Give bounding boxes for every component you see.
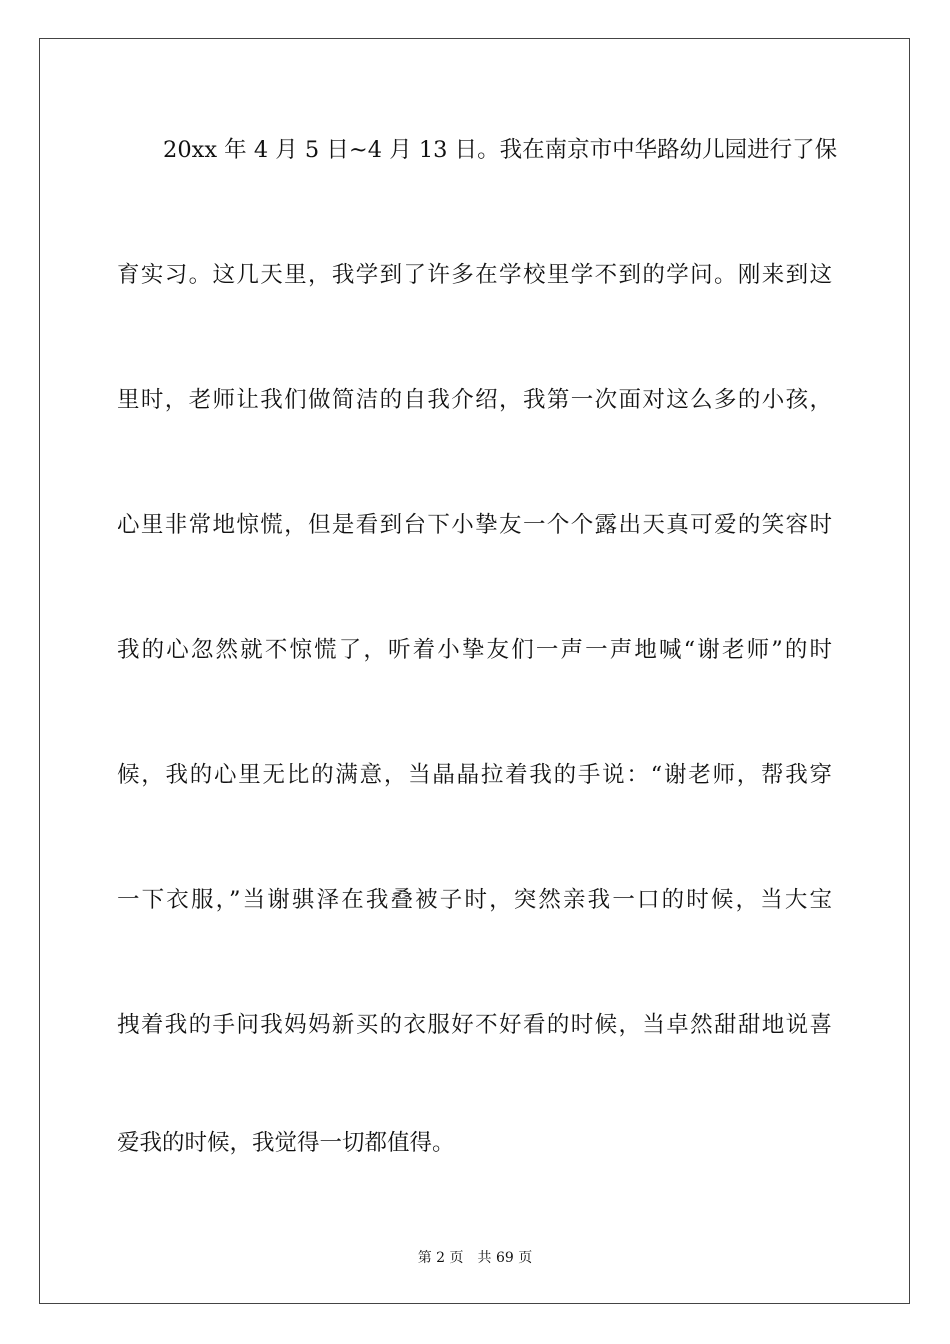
body-line-5: 我的心忽然就不惊慌了，听着小挚友们一声一声地喊“谢老师”的时 [117,637,832,663]
body-line-9: 爱我的时候，我觉得一切都值得。 [117,1130,455,1156]
page-number: 第 2 页 [417,1250,464,1266]
body-line-2: 育实习。这几天里，我学到了许多在学校里学不到的学问。刚来到这 [117,262,832,288]
page-frame [39,38,910,1304]
body-line-8: 拽着我的手问我妈妈新买的衣服好不好看的时候，当卓然甜甜地说喜 [117,1012,832,1038]
body-line-1: 20xx 年 4 月 5 日~4 月 13 日。我在南京市中华路幼儿园进行了保 [163,137,838,163]
body-line-6: 候，我的心里无比的满意，当晶晶拉着我的手说：“谢老师，帮我穿 [117,762,832,788]
total-pages: 共 69 页 [477,1250,533,1266]
body-line-7: 一下衣服，”当谢骐泽在我叠被子时，突然亲我一口的时候，当大宝 [117,887,832,913]
body-line-3: 里时，老师让我们做简洁的自我介绍，我第一次面对这么多的小孩， [117,387,832,413]
page-footer [0,1249,950,1267]
body-line-4: 心里非常地惊慌，但是看到台下小挚友一个个露出天真可爱的笑容时 [117,512,832,538]
